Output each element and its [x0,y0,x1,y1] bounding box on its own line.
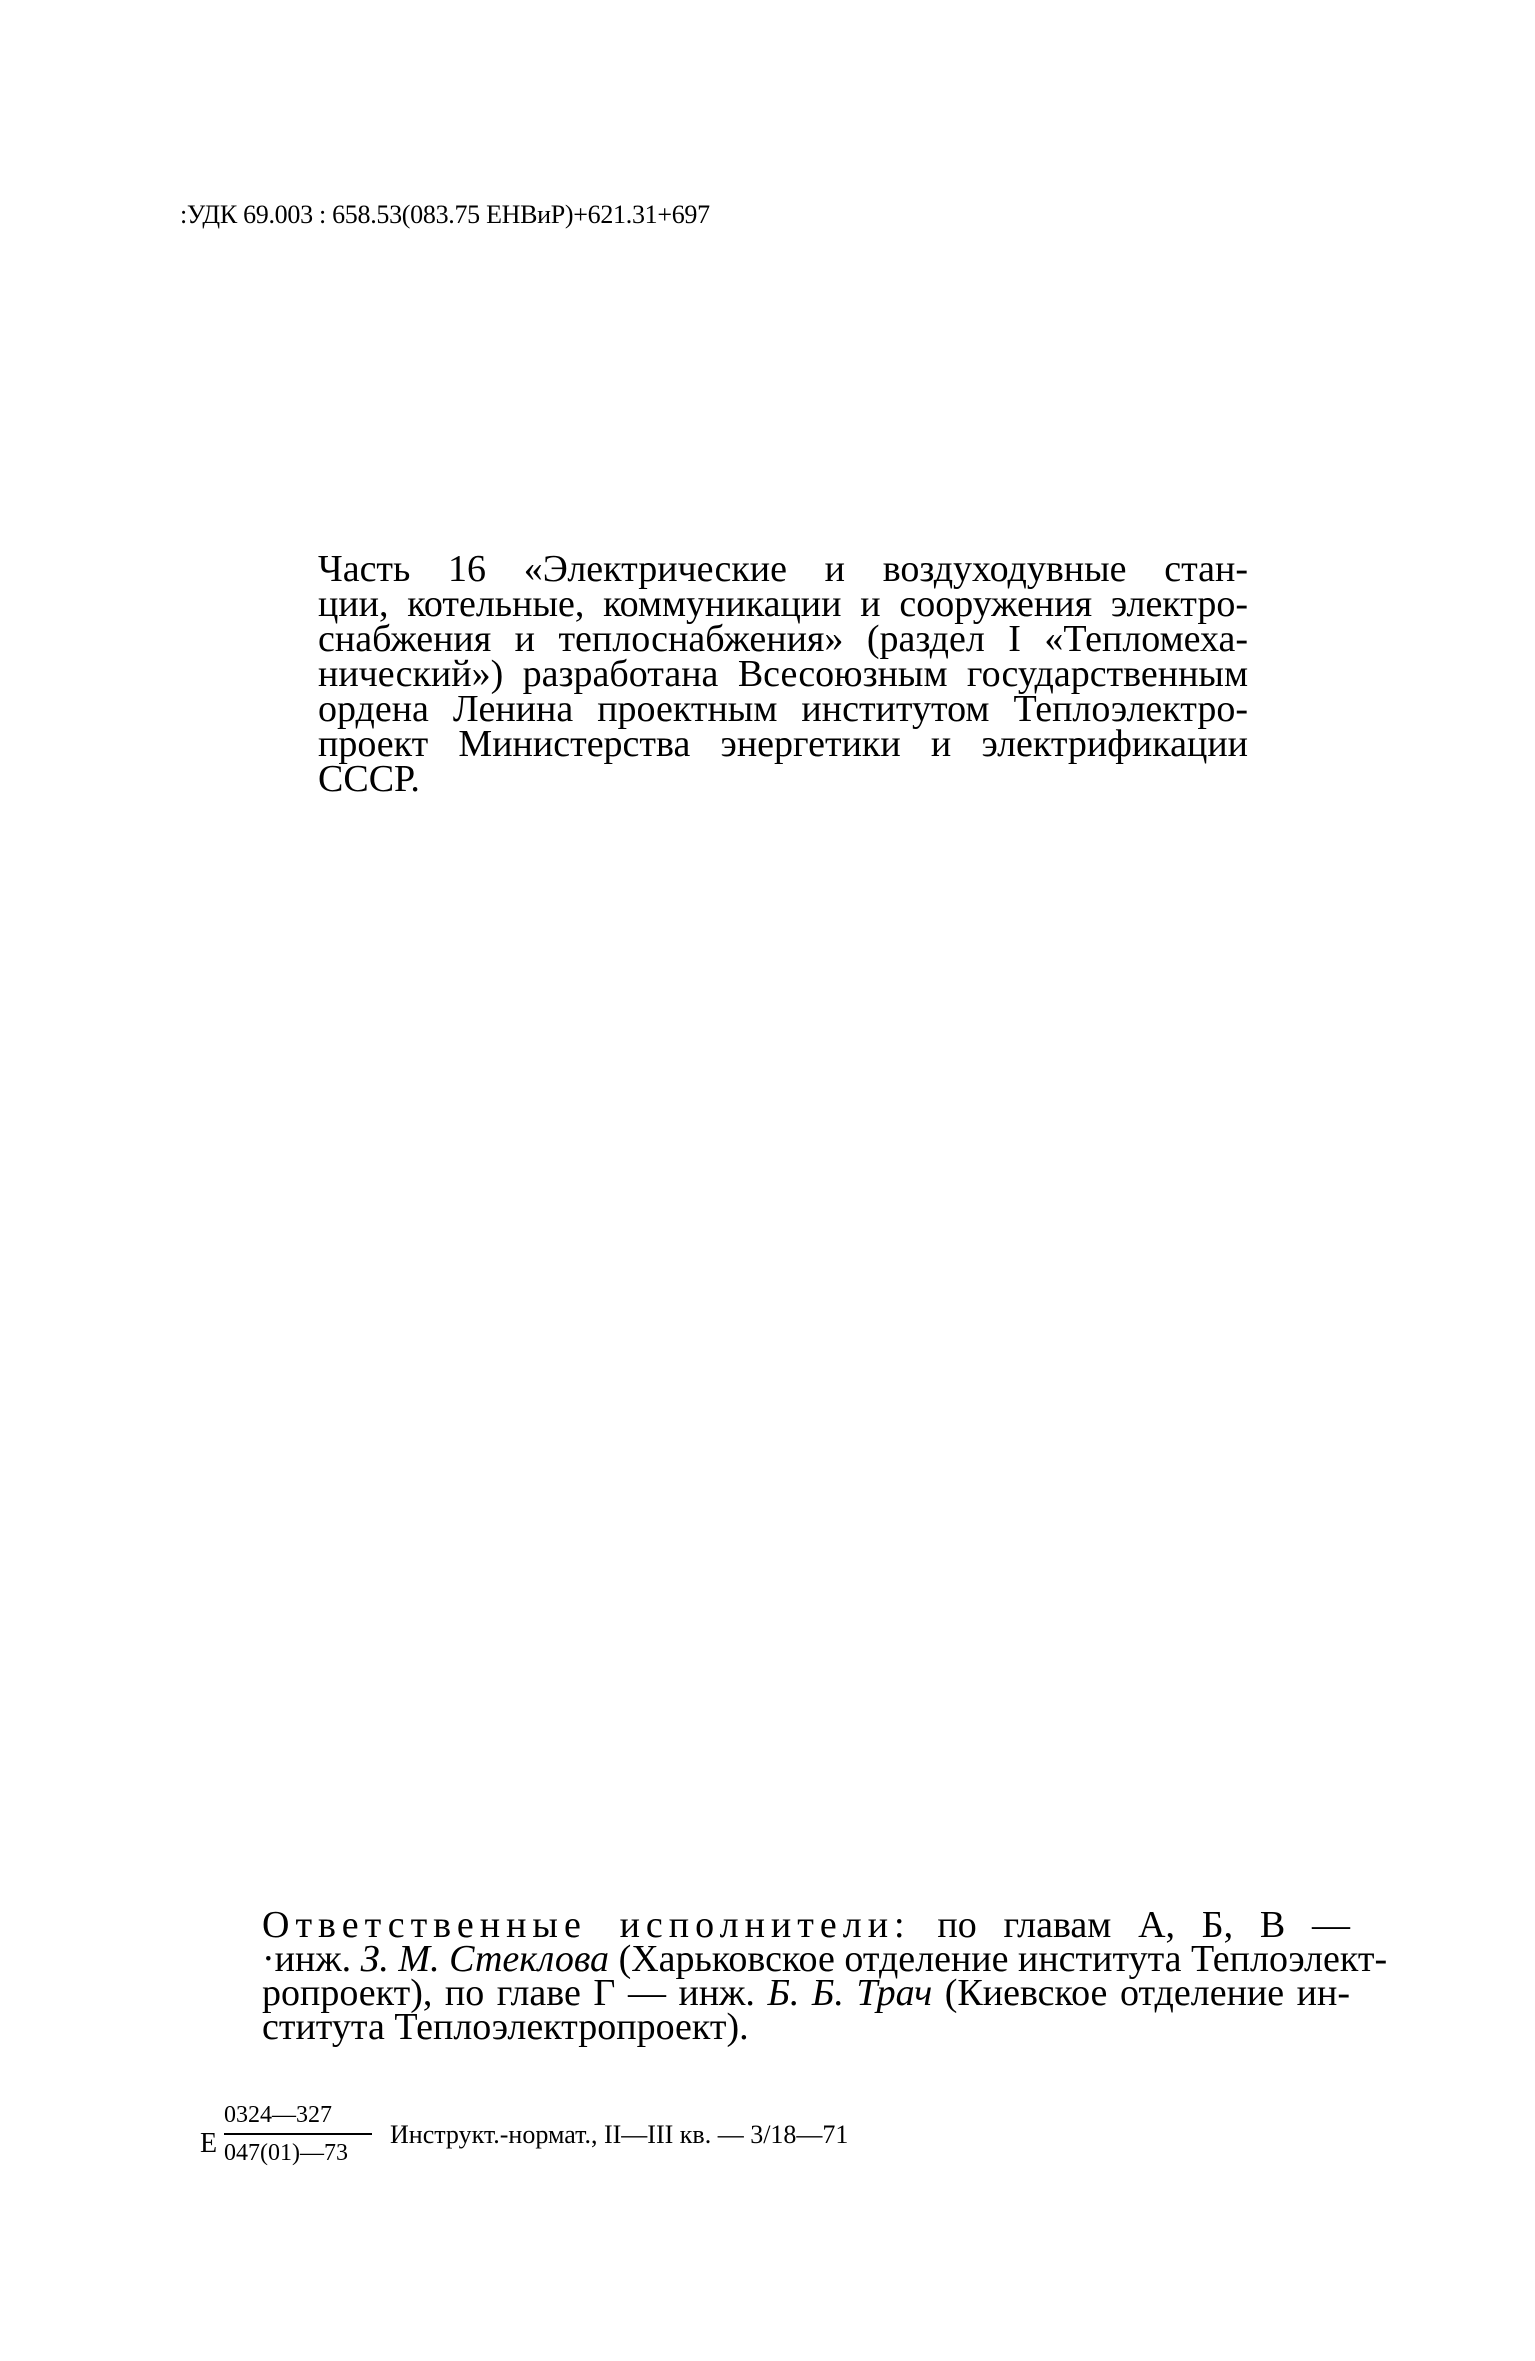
paragraph-line: СССР. [318,758,420,800]
paragraph-line: ции, котельные, коммуникации и сооружения электро- [318,583,1248,625]
imprint-numerator: 0324—327 [224,2102,332,2128]
paragraph-line: снабжения и теплоснабжения» (раздел I «Тепломеха- [318,618,1248,660]
paragraph-line: проект Министерства энергетики и электрификации [318,723,1248,765]
imprint-denominator: 047(01)—73 [224,2140,348,2166]
responsible-line: ропроект), по главе Г — инж. Б. Б. Трач (Киевское отделение ин- [262,1972,1350,2014]
fraction-rule [224,2133,372,2135]
imprint-letter: Е [200,2128,218,2159]
udk-code: :УДК 69.003 : 658.53(083.75 ЕНВиР)+621.31+697 [180,200,710,229]
imprint [200,2100,1000,2180]
paragraph-line: ордена Ленина проектным институтом Теплоэлектро- [318,688,1248,730]
responsible-line: ·инж. З. М. Стеклова (Харьковское отделение института Теплоэлект- [262,1938,1388,1980]
imprint-text: Инструкт.-нормат., II—III кв. — 3/18—71 [390,2120,849,2149]
responsible-heading: Ответственные исполнители: [262,1904,911,1946]
responsible-line: Ответственные исполнители: по главам А, Б, В — [262,1904,1350,1946]
person-name: З. М. Стеклова [360,1938,610,1980]
person-name: Б. Б. Трач [767,1972,933,2014]
paragraph-line: Часть 16 «Электрические и воздуходувные стан- [318,548,1248,590]
responsible-line: ститута Теплоэлектропроект). [262,2006,749,2048]
paragraph-line: нический») разработана Всесоюзным государственным [318,653,1248,695]
